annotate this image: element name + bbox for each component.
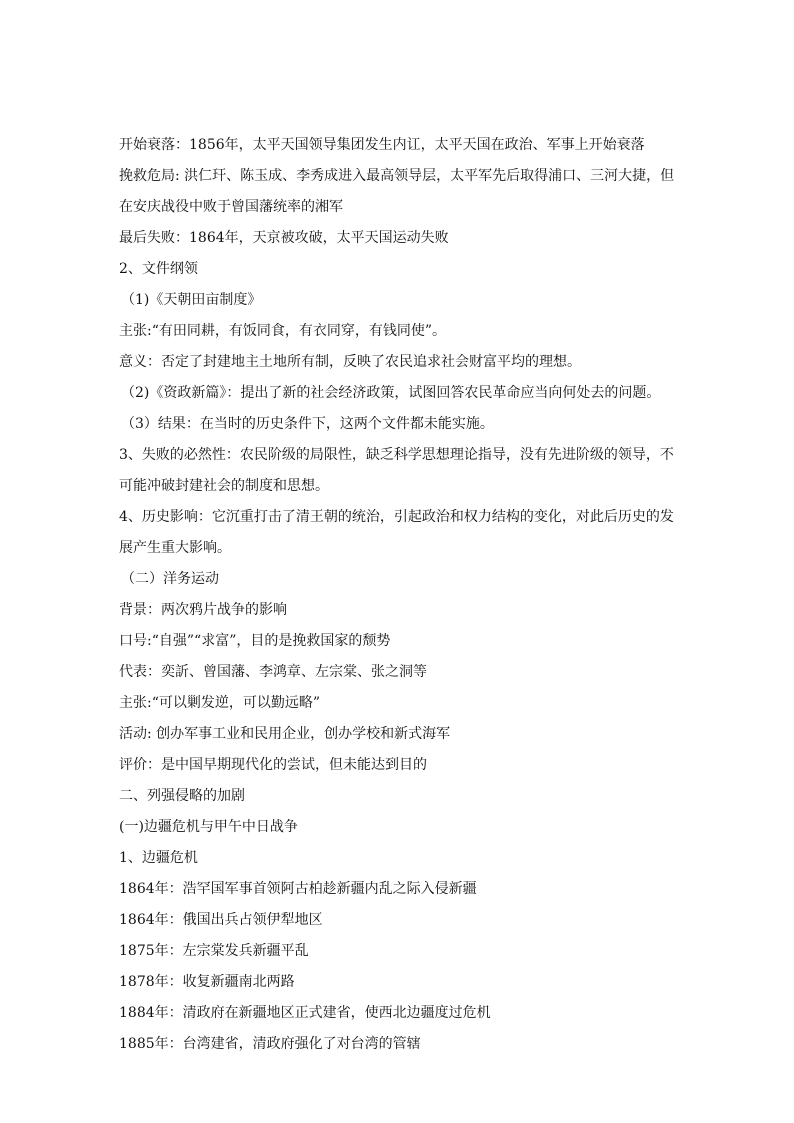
- text-line: 挽救危局: 洪仁玕、陈玉成、李秀成进入最高领导层，太平军先后取得浦口、三河大捷，但: [119, 168, 675, 184]
- timeline-entry: 1878年：收复新疆南北两路: [119, 974, 295, 990]
- text-line: 开始衰落：1856年，太平天国领导集团发生内讧，太平天国在政治、军事上开始衰落: [119, 137, 645, 153]
- section-heading: 1、边疆危机: [119, 850, 198, 866]
- subsection-heading: (一)边疆危机与甲午中日战争: [119, 819, 298, 835]
- section-heading: 2、文件纲领: [119, 261, 198, 277]
- text-line: 背景：两次鸦片战争的影响: [119, 602, 287, 618]
- text-line: 代表：奕訢、曾国藩、李鸿章、左宗棠、张之洞等: [119, 664, 427, 680]
- text-line: （2)《资政新篇》：提出了新的社会经济政策，试图回答农民革命应当向何处去的问题。: [121, 385, 661, 401]
- timeline-entry: 1884年：清政府在新疆地区正式建省，使西北边疆度过危机: [119, 1005, 491, 1021]
- text-line: 口号:“自强”“求富”，目的是挽救国家的颓势: [119, 633, 391, 649]
- timeline-entry: 1885年：台湾建省，清政府强化了对台湾的管辖: [119, 1036, 421, 1052]
- text-line: 4、历史影响：它沉重打击了清王朝的统治，引起政治和权力结构的变化，对此后历史的发: [119, 509, 674, 525]
- subsection-heading: （二）洋务运动: [121, 571, 219, 587]
- text-line: （3）结果：在当时的历史条件下，这两个文件都未能实施。: [121, 416, 494, 432]
- timeline-entry: 1875年：左宗棠发兵新疆平乱: [119, 943, 309, 959]
- text-line: 活动: 创办军事工业和民用企业，创办学校和新式海军: [119, 726, 451, 742]
- text-line: 3、失败的必然性：农民阶级的局限性，缺乏科学思想理论指导，没有先进阶级的领导，不: [119, 447, 674, 463]
- document-body: [119, 130, 679, 1060]
- text-line: 可能冲破封建社会的制度和思想。: [119, 478, 329, 494]
- text-line: 评价：是中国早期现代化的尝试，但未能达到目的: [119, 757, 427, 773]
- timeline-entry: 1864年：浩罕国军事首领阿古柏趁新疆内乱之际入侵新疆: [119, 881, 477, 897]
- subsection-heading: （1)《天朝田亩制度》: [121, 292, 262, 308]
- timeline-entry: 1864年：俄国出兵占领伊犁地区: [119, 912, 323, 928]
- text-line: 主张:“可以剿发逆，可以勤远略”: [119, 695, 321, 711]
- text-line: 意义：否定了封建地主土地所有制，反映了农民追求社会财富平均的理想。: [119, 354, 581, 370]
- text-line: 在安庆战役中败于曾国藩统率的湘军: [119, 199, 343, 215]
- text-line: 展产生重大影响。: [119, 540, 231, 556]
- text-line: 最后失败：1864年，天京被攻破，太平天国运动失败: [119, 230, 449, 246]
- section-heading: 二、列强侵略的加剧: [119, 788, 245, 804]
- text-line: 主张:“有田同耕，有饭同食，有衣同穿，有钱同使”。: [119, 323, 447, 339]
